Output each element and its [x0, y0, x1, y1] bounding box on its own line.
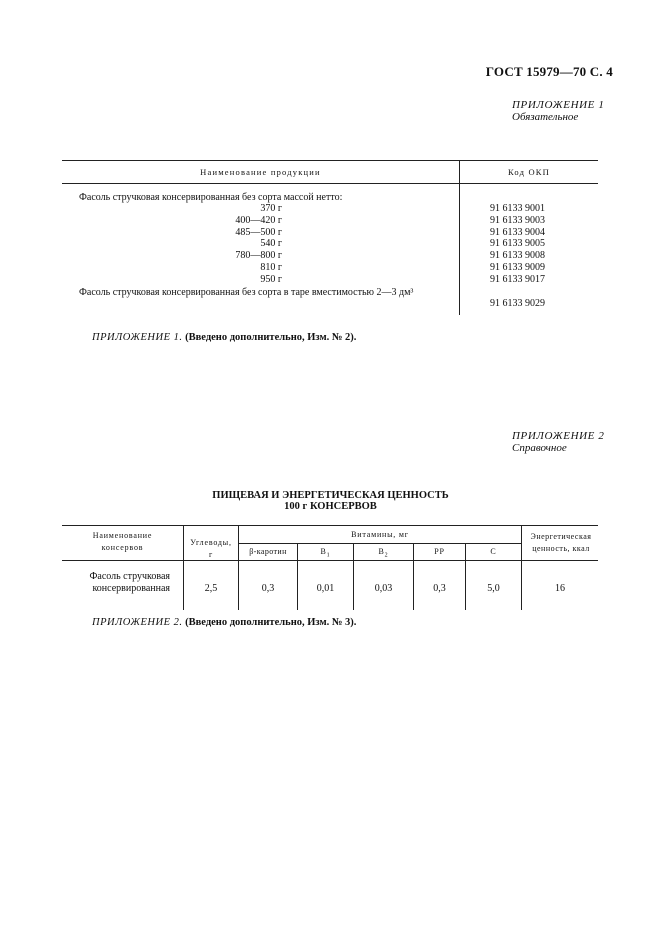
- appendix1-title: ПРИЛОЖЕНИЕ 1: [512, 99, 605, 111]
- table1-group2-code: 91 6133 9029: [490, 298, 545, 309]
- table-row: 810 г: [260, 261, 282, 273]
- table-row: 91 6133 9009: [490, 261, 545, 273]
- table1-header-rule: [62, 183, 598, 184]
- appendix2-subtitle: Справочное: [512, 442, 567, 454]
- table2-header-vitamins: Витамины, мг: [351, 530, 409, 539]
- table2-top-rule: [62, 525, 598, 526]
- table1-top-rule: [62, 160, 598, 161]
- table2-title: [0, 490, 661, 512]
- note1-text: (Введено дополнительно, Изм. № 2).: [185, 332, 357, 343]
- table-row: 950 г: [260, 273, 282, 285]
- table2-title-line1: ПИЩЕВАЯ И ЭНЕРГЕТИЧЕСКАЯ ЦЕННОСТЬ: [212, 490, 449, 501]
- appendix2-note: [92, 617, 356, 628]
- table1-mass-list: [62, 203, 282, 286]
- table2-energy-value: 16: [555, 583, 565, 594]
- table-row: 485—500 г: [235, 226, 282, 238]
- table2-beta-value: 0,3: [261, 583, 275, 594]
- table-row: 400—420 г: [235, 214, 282, 226]
- page-header: ГОСТ 15979—70 С. 4: [485, 64, 613, 79]
- table2-c-value: 5,0: [487, 583, 500, 594]
- table2-header-c: C: [490, 547, 497, 556]
- note2-label: ПРИЛОЖЕНИЕ 2.: [92, 617, 183, 628]
- table1-group2-title: Фасоль стручковая консервированная без сорта в таре вместимостью 2—3 дм³: [79, 287, 414, 298]
- header-subscript: 1: [326, 552, 331, 559]
- table-row: 540 г: [260, 238, 282, 250]
- header-text: консервов: [101, 543, 144, 552]
- table-row: 91 6133 9017: [490, 273, 545, 285]
- table-row: 91 6133 9005: [490, 238, 545, 250]
- table-row: 91 6133 9008: [490, 250, 545, 262]
- table1-group1-title: Фасоль стручковая консервированная без сорта массой нетто:: [79, 192, 343, 203]
- table1-column-divider: [459, 160, 460, 315]
- row-name: Фасоль стручковая: [89, 571, 170, 582]
- header-text: Наименование: [92, 531, 153, 540]
- table2-carbs-value: 2,5: [204, 583, 218, 594]
- header-text: B: [320, 547, 327, 556]
- appendix2-heading: [512, 430, 604, 454]
- table2-header-name: [62, 530, 183, 554]
- appendix1-heading: [512, 99, 604, 123]
- table2-vitamins-rule: [238, 543, 521, 544]
- header-subscript: 2: [384, 552, 389, 559]
- appendix1-subtitle: Обязательное: [512, 111, 579, 123]
- table-row: 91 6133 9004: [490, 226, 545, 238]
- header-text: Энергетическая: [530, 532, 592, 541]
- table2-header-pp: PP: [434, 547, 445, 556]
- appendix2-title: ПРИЛОЖЕНИЕ 2: [512, 430, 605, 442]
- header-text: Углеводы,: [190, 538, 232, 547]
- table-row: 91 6133 9001: [490, 203, 545, 214]
- table1-header-name: Наименование продукции: [200, 167, 321, 177]
- appendix1-note: [92, 332, 356, 343]
- table2-b2-value: 0,03: [374, 583, 393, 594]
- table1-code-list: [490, 203, 545, 286]
- header-text: B: [378, 547, 385, 556]
- table2-b1-value: 0,01: [316, 583, 335, 594]
- table1-header-code: Код ОКП: [507, 167, 551, 177]
- table-row: 91 6133 9003: [490, 214, 545, 226]
- table-row: [62, 571, 170, 595]
- table-row: 370 г: [260, 203, 282, 214]
- note1-label: ПРИЛОЖЕНИЕ 1.: [92, 332, 183, 343]
- table-row: 780—800 г: [235, 250, 282, 262]
- table2-header-beta: β-каротин: [249, 547, 287, 556]
- table2-pp-value: 0,3: [433, 583, 446, 594]
- row-name: консервированная: [92, 583, 170, 594]
- header-text: ценность, ккал: [532, 544, 590, 553]
- table2-title-line2: 100 г КОНСЕРВОВ: [284, 501, 377, 512]
- table2-header-energy: [522, 531, 600, 555]
- header-text: г: [208, 550, 214, 559]
- note2-text: (Введено дополнительно, Изм. № 3).: [185, 617, 357, 628]
- table2-header-b2: [354, 546, 413, 562]
- table2-header-carbs: [184, 537, 238, 561]
- table2-header-b1: [298, 546, 353, 562]
